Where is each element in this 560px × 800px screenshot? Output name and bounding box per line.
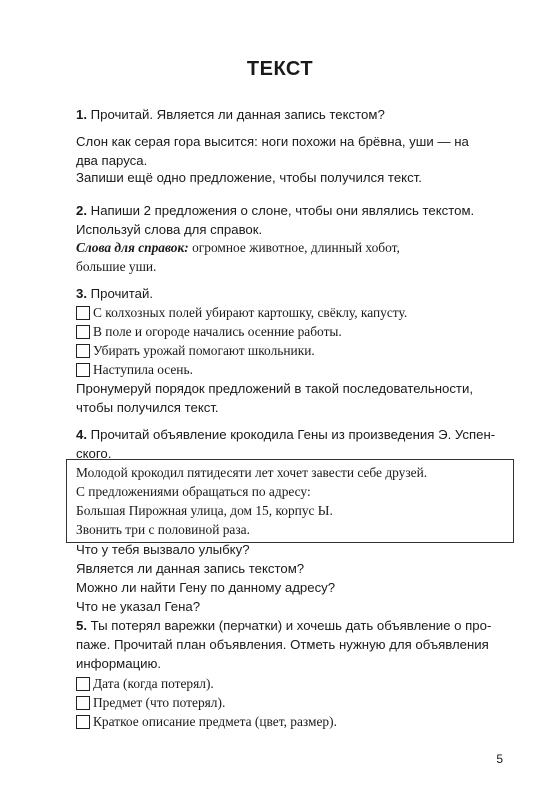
task-2-question-line-1 xyxy=(76,201,506,220)
checkbox[interactable] xyxy=(76,677,90,691)
task-3-checklist xyxy=(76,303,506,379)
task-5-question-text: Ты потерял варежки (перчатки) и хочешь дать объявление о про- xyxy=(90,618,492,633)
task-4-question-line-1 xyxy=(76,425,506,444)
task-5-question-line-2: паже. Прочитай план объявления. Отметь нужную для объявления xyxy=(76,637,489,652)
task-5-item xyxy=(76,674,506,693)
checkbox[interactable] xyxy=(76,306,90,320)
task-1-instruction-block xyxy=(76,168,506,187)
task-4-subquestion: Является ли данная запись текстом? xyxy=(76,561,305,576)
task-3-item xyxy=(76,303,506,322)
task-2-words xyxy=(76,238,506,276)
task-1-text xyxy=(76,132,506,170)
task-4 xyxy=(76,425,506,463)
task-3-item-text: Убирать урожай помогают школьники. xyxy=(93,343,315,358)
task-3-item-text: Наступила осень. xyxy=(93,362,193,377)
advertisement-box xyxy=(66,459,514,543)
task-2-words-list: огромное животное, длинный хобот, xyxy=(188,240,400,255)
task-3-question-text: Прочитай. xyxy=(90,286,154,301)
task-5-number: 5. xyxy=(76,618,87,633)
task-3-instruction xyxy=(76,379,506,417)
advertisement-line: С предложениями обращаться по адресу: xyxy=(76,484,311,499)
task-1-text-line-1: Слон как серая гора высится: ноги похожи на брёвна, уши — на xyxy=(76,134,469,149)
checkbox[interactable] xyxy=(76,696,90,710)
checkbox[interactable] xyxy=(76,325,90,339)
task-3-item xyxy=(76,322,506,341)
task-1-question-text: Прочитай. Является ли данная запись текстом? xyxy=(90,107,385,122)
page-title: ТЕКСТ xyxy=(246,58,314,80)
task-5-item-text: Дата (когда потерял). xyxy=(93,676,214,691)
task-4-subquestion: Что у тебя вызвало улыбку? xyxy=(76,542,250,557)
checkbox[interactable] xyxy=(76,344,90,358)
checkbox[interactable] xyxy=(76,363,90,377)
advertisement-line: Молодой крокодил пятидесяти лет хочет завести себе друзей. xyxy=(76,465,428,480)
advertisement-line: Звонить три с половиной раза. xyxy=(76,522,250,537)
task-5-question-line-3: информацию. xyxy=(76,656,162,671)
task-5-item-text: Краткое описание предмета (цвет, размер). xyxy=(93,714,337,729)
task-3-instruction-line-2: чтобы получился текст. xyxy=(76,400,219,415)
task-2 xyxy=(76,201,506,239)
task-5-item-text: Предмет (что потерял). xyxy=(93,695,226,710)
task-1-instruction: Запиши ещё одно предложение, чтобы получился текст. xyxy=(76,170,422,185)
task-4-subquestion: Можно ли найти Гену по данному адресу? xyxy=(76,580,336,595)
task-2-question-line-2: Используй слова для справок. xyxy=(76,222,263,237)
task-3-item-text: В поле и огороде начались осенние работы. xyxy=(93,324,342,339)
task-5 xyxy=(76,616,506,673)
task-2-number: 2. xyxy=(76,203,87,218)
task-5-item xyxy=(76,693,506,712)
task-3-question xyxy=(76,284,506,303)
task-1-question xyxy=(76,105,506,124)
task-1-number: 1. xyxy=(76,107,87,122)
task-2-words-line-1 xyxy=(76,238,506,257)
task-4-questions xyxy=(76,540,506,616)
task-4-question-line-2: ского. xyxy=(76,446,112,461)
task-1-text-line-2: два паруса. xyxy=(76,153,148,168)
advertisement-line: Большая Пирожная улица, дом 15, корпус Ы. xyxy=(76,503,333,518)
task-1 xyxy=(76,105,506,124)
task-2-words-line-2: большие уши. xyxy=(76,259,157,274)
task-5-item xyxy=(76,712,506,731)
task-5-question-line-1 xyxy=(76,616,506,635)
page-number: 5 xyxy=(496,752,503,766)
task-4-subquestion: Что не указал Гена? xyxy=(76,599,201,614)
checkbox[interactable] xyxy=(76,715,90,729)
task-3-item xyxy=(76,360,506,379)
task-2-words-label: Слова для справок: xyxy=(76,240,189,255)
task-2-question-text: Напиши 2 предложения о слоне, чтобы они являлись текстом. xyxy=(90,203,475,218)
task-3-item-text: С колхозных полей убирают картошку, свёклу, капусту. xyxy=(93,305,408,320)
task-3-item xyxy=(76,341,506,360)
task-3-instruction-line-1: Пронумеруй порядок предложений в такой последовательности, xyxy=(76,381,473,396)
task-3-number: 3. xyxy=(76,286,87,301)
task-4-question-text: Прочитай объявление крокодила Гены из произведения Э. Успен- xyxy=(90,427,496,442)
task-3 xyxy=(76,284,506,303)
task-4-number: 4. xyxy=(76,427,87,442)
task-5-checklist xyxy=(76,674,506,731)
